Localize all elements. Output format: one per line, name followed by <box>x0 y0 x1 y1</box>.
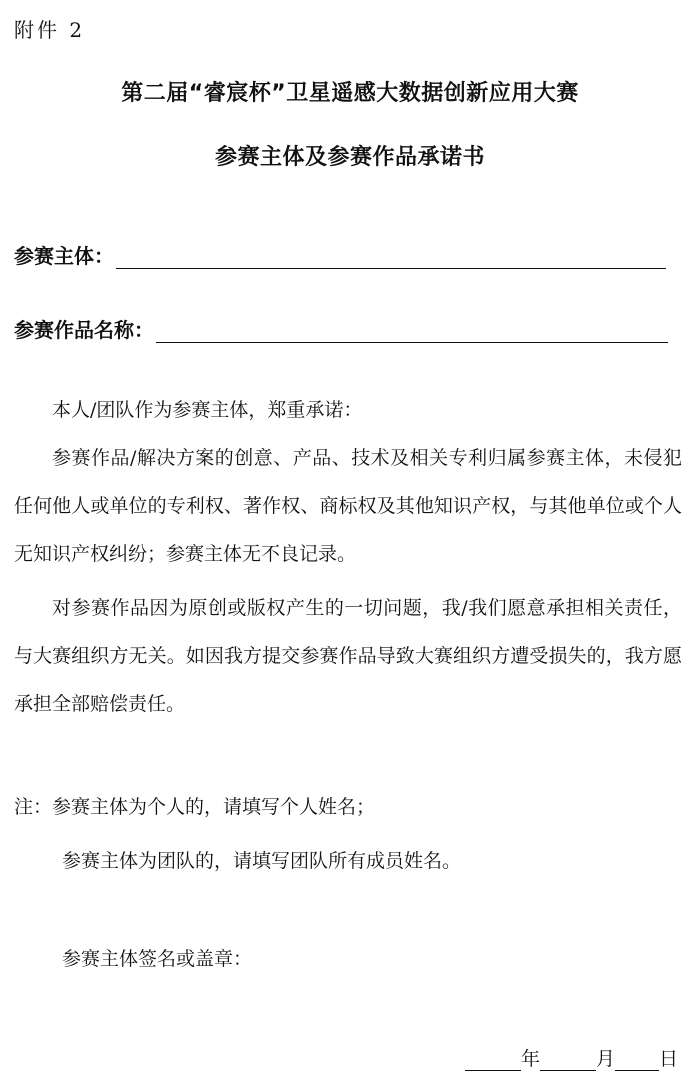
note-individual: 注：参赛主体为个人的，请填写个人姓名； <box>14 796 376 818</box>
document-subtitle: 参赛主体及参赛作品承诺书 <box>214 145 485 170</box>
day-blank[interactable] <box>615 1050 659 1071</box>
year-blank[interactable] <box>465 1050 521 1071</box>
note-team: 参赛主体为团队的，请填写团队所有成员姓名。 <box>62 850 462 872</box>
commitment-intro: 本人/团队作为参赛主体，郑重承诺： <box>52 399 363 421</box>
work-name-field[interactable] <box>14 314 668 343</box>
entity-fill-line[interactable] <box>116 246 666 269</box>
work-name-fill-line[interactable] <box>156 320 668 343</box>
date-line <box>465 1044 678 1071</box>
document-title: 第二届“睿宸杯”卫星遥感大数据创新应用大赛 <box>121 81 579 106</box>
entity-field-label: 参赛主体： <box>14 244 114 268</box>
entity-field[interactable] <box>14 240 666 269</box>
month-label: 月 <box>595 1048 615 1070</box>
signature-label: 参赛主体签名或盖章： <box>62 948 253 970</box>
day-label: 日 <box>658 1048 678 1070</box>
month-blank[interactable] <box>540 1050 596 1071</box>
commitment-ip-paragraph: 参赛作品/解决方案的创意、产品、技术及相关专利归属参赛主体，未侵犯任何他人或单位的专利权、著作权、商标权及其他知识产权，与其他单位或个人无知识产权纠纷；参赛主体无不良记录。 <box>14 447 682 565</box>
commitment-liability-paragraph: 对参赛作品因为原创或版权产生的一切问题，我/我们愿意承担相关责任，与大赛组织方无关。如因我方提交参赛作品导致大赛组织方遭受损失的，我方愿承担全部赔偿责任。 <box>14 597 682 715</box>
year-label: 年 <box>520 1048 540 1070</box>
work-name-field-label: 参赛作品名称： <box>14 318 154 342</box>
attachment-label: 附件 2 <box>14 18 86 42</box>
